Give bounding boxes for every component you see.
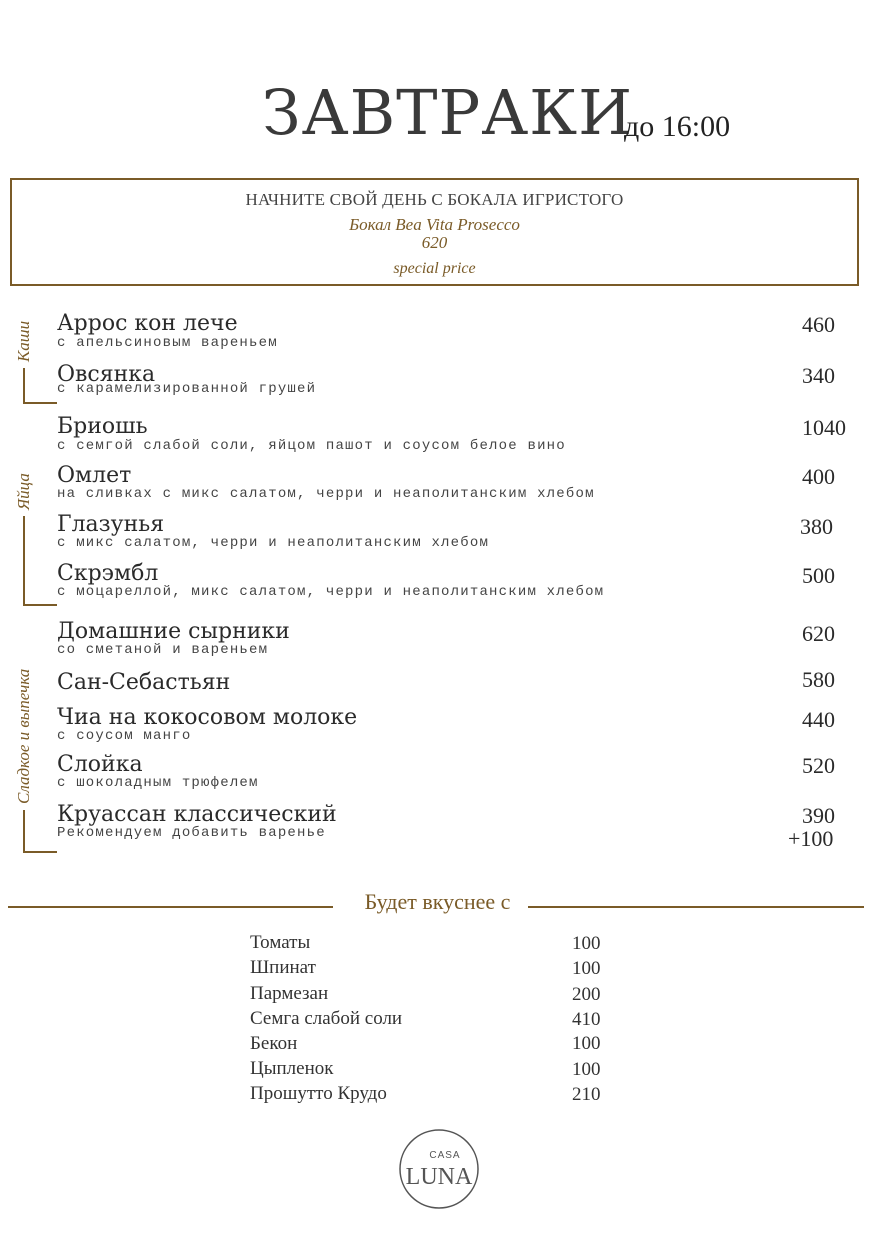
addon-price: 100 [572,958,601,979]
addon-price: 410 [572,1009,601,1030]
menu-item-name: Слойка [57,752,143,777]
menu-item-price: 440 [802,707,835,732]
addon-price: 210 [572,1084,601,1105]
addon-price: 200 [572,984,601,1005]
addons-title [0,891,875,913]
promo-note: special price [393,260,476,277]
addon-name: Пармезан [250,983,329,1004]
menu-item-price: 580 [802,667,835,692]
menu-item-name: Скрэмбл [57,561,159,586]
category-label-porridge: Каши [14,320,33,362]
addons-title-text: Будет вкуснее с [353,889,523,914]
menu-item-name: Домашние сырники [57,619,290,644]
menu-item-price: 400 [802,464,835,489]
menu-item-price: 380 [800,514,833,539]
menu-item-name: Овсянка [57,362,156,387]
promo-price: 620 [421,233,448,252]
menu-item-description: на сливках с микс салатом, черри и неаполитанским хлебом [57,486,595,502]
menu-item-name: Круассан классический [57,802,337,827]
menu-item-price: 1040 [802,415,846,440]
addon-price: 100 [572,1033,601,1054]
category-bracket [23,402,57,404]
menu-item-extra-price: +100 [788,826,834,851]
casa-luna-logo [398,1128,480,1210]
addon-price: 100 [572,933,601,954]
category-bracket [23,368,25,404]
logo-top-text: CASA [429,1150,461,1161]
category-bracket [23,810,25,853]
promo-heading: НАЧНИТЕ СВОЙ ДЕНЬ С БОКАЛА ИГРИСТОГО [245,190,624,209]
menu-item-name: Омлет [57,463,132,488]
category-label-sweets: Сладкое и выпечка [14,668,33,804]
menu-item-price: 500 [802,563,835,588]
menu-item-name: Чиа на кокосовом молоке [57,705,358,730]
menu-item-description: с соусом манго [57,728,192,744]
page-title: ЗАВТРАКИ [262,76,634,149]
addon-name: Семга слабой соли [250,1008,403,1029]
addon-name: Цыпленок [250,1058,334,1079]
menu-item-name: Бриошь [57,414,148,439]
menu-item-price: 620 [802,621,835,646]
logo-bottom-text: LUNA [405,1164,473,1190]
promo-box [10,178,859,286]
menu-item-description: с семгой слабой соли, яйцом пашот и соусом белое вино [57,438,566,454]
addon-name: Прошутто Крудо [250,1083,387,1104]
menu-item-price: 390 [802,803,835,828]
menu-item-description: со сметаной и вареньем [57,642,269,658]
addon-price: 100 [572,1059,601,1080]
menu-item-description: с моцареллой, микс салатом, черри и неаполитанским хлебом [57,584,605,600]
category-bracket [23,516,25,606]
addon-name: Бекон [250,1033,298,1054]
menu-item-description: с карамелизированной грушей [57,381,317,397]
menu-item-name: Аррос кон лече [57,311,238,336]
addon-name: Шпинат [250,957,316,978]
promo-wine: Бокал Bea Vita Prosecco [349,215,520,234]
serving-time: до 16:00 [624,110,731,143]
menu-item-description: с апельсиновым вареньем [57,335,278,351]
menu-item-price: 340 [802,363,835,388]
menu-item-price: 520 [802,753,835,778]
menu-item-price: 460 [802,312,835,337]
menu-item-description: Рекомендуем добавить варенье [57,825,326,841]
menu-item-description: с микс салатом, черри и неаполитанским хлебом [57,535,490,551]
category-label-eggs: Яйца [14,473,33,510]
category-bracket [23,851,57,853]
category-bracket [23,604,57,606]
menu-item-name: Сан-Себастьян [57,670,231,695]
addon-name: Томаты [250,932,311,953]
menu-item-description: с шоколадным трюфелем [57,775,259,791]
menu-item-name: Глазунья [57,512,165,537]
